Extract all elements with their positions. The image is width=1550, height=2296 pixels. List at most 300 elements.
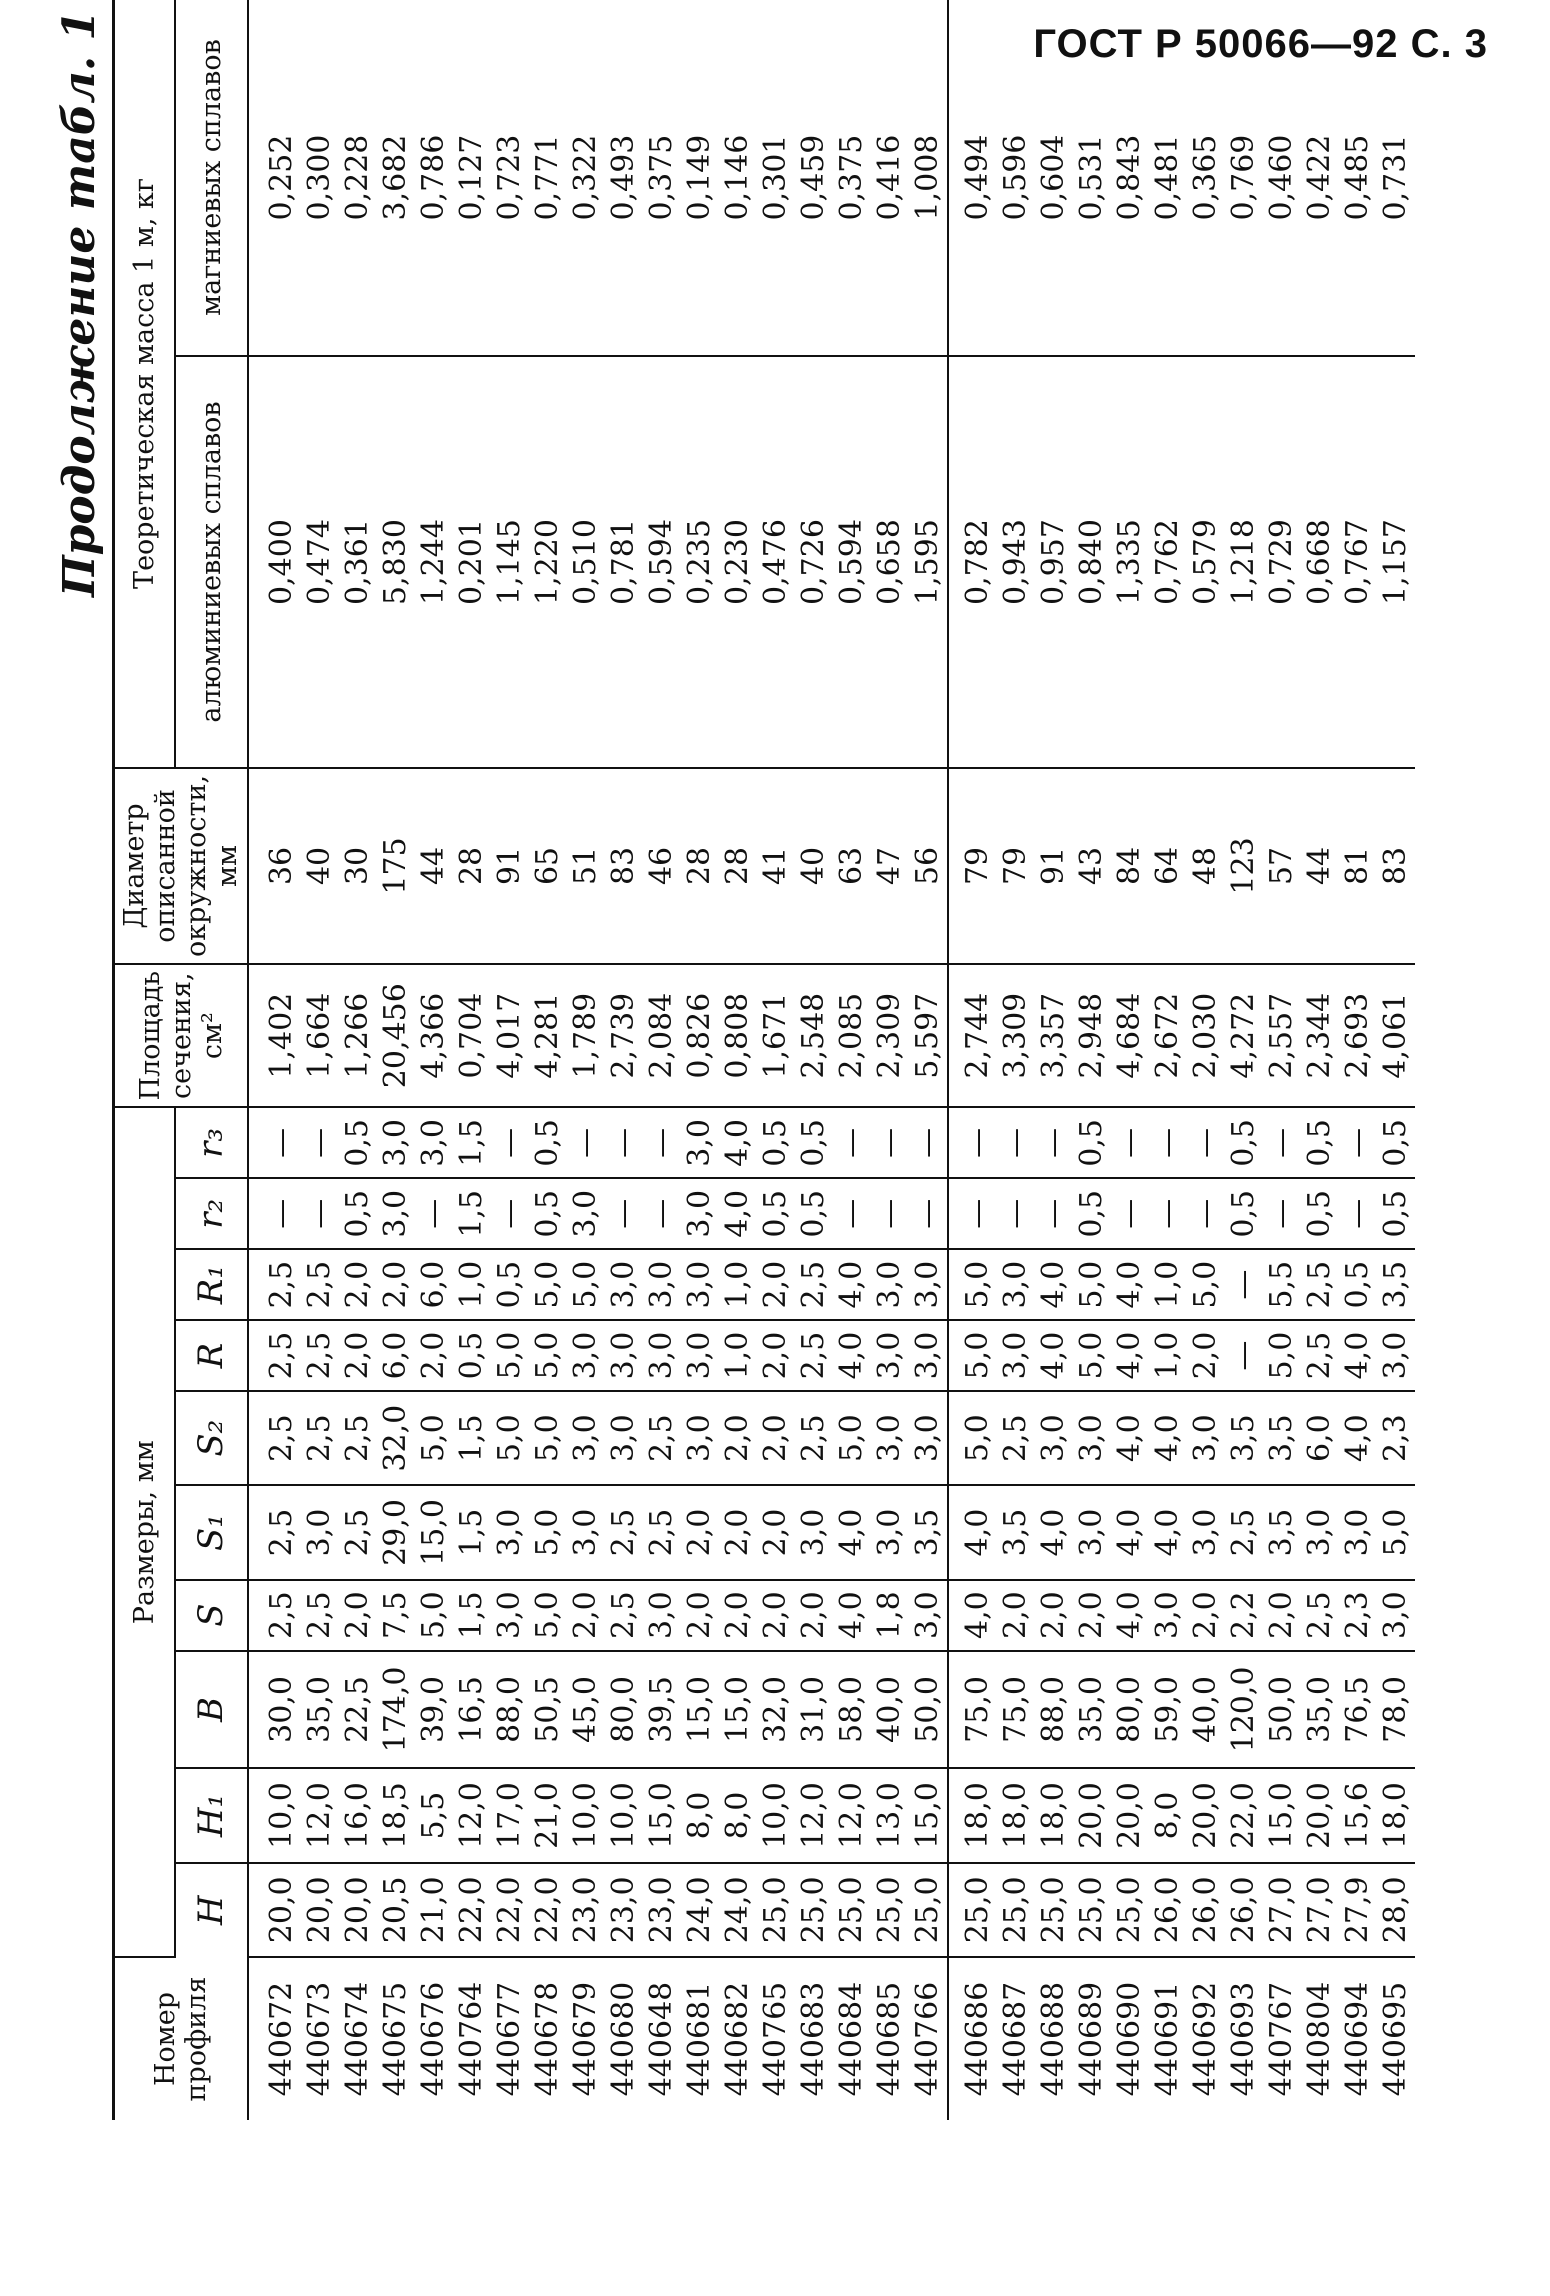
cell-R1: 1,0 [719, 1249, 757, 1320]
cell-B: 59,0 [1149, 1651, 1187, 1769]
cell-R1: 2,5 [301, 1249, 339, 1320]
cell-mass-mg: 0,771 [529, 0, 567, 356]
cell-S2: 2,5 [301, 1391, 339, 1485]
cell-r2: 3,0 [377, 1178, 415, 1249]
col-group-sizes: Размеры, мм [114, 1107, 176, 1957]
cell-S2: 3,0 [1035, 1391, 1073, 1485]
cell-R: 3,0 [643, 1320, 681, 1391]
cell-diameter: 63 [833, 768, 871, 964]
cell-profile: 440676 [416, 1981, 452, 2097]
cell-mass-al: 1,218 [1225, 356, 1263, 768]
cell-S1: 2,5 [643, 1485, 681, 1579]
cell-R1: 1,0 [1149, 1249, 1187, 1320]
cell-S2: 5,0 [491, 1391, 529, 1485]
cell-S: 3,0 [909, 1580, 948, 1651]
cell-R1: 5,0 [529, 1249, 567, 1320]
cell-H: 26,0 [1149, 1863, 1187, 1957]
cell-r3: 3,0 [681, 1107, 719, 1178]
cell-R: 2,5 [795, 1320, 833, 1391]
cell-S1: 4,0 [948, 1485, 997, 1579]
cell-R: 3,0 [871, 1320, 909, 1391]
cell-S: 2,5 [248, 1580, 301, 1651]
cell-r3: — [301, 1107, 339, 1178]
cell-S1: 2,0 [681, 1485, 719, 1579]
cell-diameter: 123 [1225, 768, 1263, 964]
cell-r2: 4,0 [719, 1178, 757, 1249]
cell-H1: 13,0 [871, 1768, 909, 1862]
cell-diameter: 28 [453, 768, 491, 964]
cell-H1: 18,0 [997, 1768, 1035, 1862]
cell-area: 1,671 [757, 964, 795, 1107]
cell-S1: 3,0 [1073, 1485, 1111, 1579]
cell-B: 120,0 [1225, 1651, 1263, 1769]
cell-S1: 3,0 [1339, 1485, 1377, 1579]
cell-profile: 440687 [998, 1981, 1034, 2097]
cell-mass-mg: 0,149 [681, 0, 719, 356]
cell-S2: 5,0 [948, 1391, 997, 1485]
cell-H1: 12,0 [795, 1768, 833, 1862]
cell-H1: 18,5 [377, 1768, 415, 1862]
cell-profile: 440804 [1302, 1981, 1338, 2097]
table-caption: Продолжение табл. 1 [54, 10, 105, 597]
cell-S: 2,0 [719, 1580, 757, 1651]
cell-H: 22,0 [491, 1863, 529, 1957]
cell-B: 88,0 [491, 1651, 529, 1769]
cell-area: 0,826 [681, 964, 719, 1107]
cell-S1: 4,0 [1111, 1485, 1149, 1579]
cell-S: 2,0 [997, 1580, 1035, 1651]
cell-r3: 0,5 [757, 1107, 795, 1178]
cell-H1: 15,0 [643, 1768, 681, 1862]
cell-diameter: 44 [415, 768, 453, 964]
cell-r2: 0,5 [1377, 1178, 1415, 1249]
table-row [795, 0, 833, 2120]
cell-r3: — [1035, 1107, 1073, 1178]
cell-R: 1,0 [1149, 1320, 1187, 1391]
table-row [453, 0, 491, 2120]
profiles-table [112, 0, 1415, 2120]
cell-mass-al: 5,830 [377, 356, 415, 768]
cell-mass-al: 0,762 [1149, 356, 1187, 768]
cell-H: 25,0 [1035, 1863, 1073, 1957]
cell-H1: 21,0 [529, 1768, 567, 1862]
cell-diameter: 79 [948, 768, 997, 964]
cell-R: 3,0 [997, 1320, 1035, 1391]
cell-B: 22,5 [339, 1651, 377, 1769]
cell-mass-al: 0,840 [1073, 356, 1111, 768]
col-group-mass: Теоретическая масса 1 м, кг [114, 0, 176, 768]
cell-mass-al: 0,943 [997, 356, 1035, 768]
cell-area: 2,744 [948, 964, 997, 1107]
cell-H1: 10,0 [605, 1768, 643, 1862]
table-row [415, 0, 453, 2120]
cell-diameter: 64 [1149, 768, 1187, 964]
cell-mass-al: 0,230 [719, 356, 757, 768]
cell-diameter: 46 [643, 768, 681, 964]
cell-H1: 10,0 [757, 1768, 795, 1862]
cell-B: 39,0 [415, 1651, 453, 1769]
cell-H1: 8,0 [719, 1768, 757, 1862]
table-row [1377, 0, 1415, 2120]
cell-B: 75,0 [948, 1651, 997, 1769]
table-row [491, 0, 529, 2120]
cell-B: 50,5 [529, 1651, 567, 1769]
cell-R: 5,0 [491, 1320, 529, 1391]
cell-H1: 18,0 [1377, 1768, 1415, 1862]
cell-H: 25,0 [795, 1863, 833, 1957]
cell-area: 4,061 [1377, 964, 1415, 1107]
cell-r3: — [1149, 1107, 1187, 1178]
cell-R1: 3,0 [681, 1249, 719, 1320]
cell-profile: 440765 [758, 1981, 794, 2097]
cell-S1: 3,0 [871, 1485, 909, 1579]
cell-mass-al: 0,201 [453, 356, 491, 768]
cell-R1: 0,5 [1339, 1249, 1377, 1320]
cell-S: 2,0 [339, 1580, 377, 1651]
cell-H: 27,9 [1339, 1863, 1377, 1957]
cell-B: 35,0 [301, 1651, 339, 1769]
cell-mass-al: 1,335 [1111, 356, 1149, 768]
cell-mass-mg: 0,604 [1035, 0, 1073, 356]
table-row [948, 0, 997, 2120]
cell-diameter: 57 [1263, 768, 1301, 964]
cell-S2: 3,0 [605, 1391, 643, 1485]
cell-S2: 4,0 [1339, 1391, 1377, 1485]
cell-R1: 5,5 [1263, 1249, 1301, 1320]
cell-area: 2,085 [833, 964, 871, 1107]
cell-diameter: 91 [1035, 768, 1073, 964]
cell-R: 3,0 [1377, 1320, 1415, 1391]
cell-R: 3,0 [681, 1320, 719, 1391]
cell-R1: 5,0 [948, 1249, 997, 1320]
cell-R: 5,0 [529, 1320, 567, 1391]
cell-mass-al: 0,474 [301, 356, 339, 768]
cell-r2: 0,5 [529, 1178, 567, 1249]
cell-profile: 440675 [378, 1981, 414, 2097]
cell-r2: — [1187, 1178, 1225, 1249]
cell-S2: 5,0 [833, 1391, 871, 1485]
cell-H: 25,0 [1111, 1863, 1149, 1957]
cell-r3: — [567, 1107, 605, 1178]
cell-S: 2,0 [681, 1580, 719, 1651]
cell-mass-al: 0,594 [643, 356, 681, 768]
cell-B: 80,0 [1111, 1651, 1149, 1769]
cell-mass-al: 0,579 [1187, 356, 1225, 768]
table-row [377, 0, 415, 2120]
cell-r3: 4,0 [719, 1107, 757, 1178]
cell-r2: — [871, 1178, 909, 1249]
cell-profile: 440674 [340, 1981, 376, 2097]
cell-S: 4,0 [948, 1580, 997, 1651]
col-B: B [175, 1651, 248, 1769]
cell-S: 1,8 [871, 1580, 909, 1651]
cell-area: 2,548 [795, 964, 833, 1107]
cell-R1: 2,5 [248, 1249, 301, 1320]
cell-r3: 0,5 [1073, 1107, 1111, 1178]
cell-mass-al: 1,157 [1377, 356, 1415, 768]
cell-r3: 0,5 [1225, 1107, 1263, 1178]
cell-H: 25,0 [833, 1863, 871, 1957]
cell-S2: 3,5 [1263, 1391, 1301, 1485]
cell-mass-al: 0,726 [795, 356, 833, 768]
cell-r2: 0,5 [1225, 1178, 1263, 1249]
cell-H1: 10,0 [248, 1768, 301, 1862]
table-row [529, 0, 567, 2120]
cell-R1: 3,0 [997, 1249, 1035, 1320]
cell-r2: 0,5 [757, 1178, 795, 1249]
cell-H: 25,0 [909, 1863, 948, 1957]
cell-profile: 440681 [682, 1981, 718, 2097]
cell-mass-al: 0,782 [948, 356, 997, 768]
cell-mass-al: 0,729 [1263, 356, 1301, 768]
cell-H1: 18,0 [948, 1768, 997, 1862]
cell-R1: 0,5 [491, 1249, 529, 1320]
cell-R: 1,0 [719, 1320, 757, 1391]
cell-R1: 2,5 [1301, 1249, 1339, 1320]
cell-H1: 12,0 [453, 1768, 491, 1862]
cell-B: 31,0 [795, 1651, 833, 1769]
cell-r2: 1,5 [453, 1178, 491, 1249]
cell-H1: 20,0 [1187, 1768, 1225, 1862]
cell-H: 23,0 [643, 1863, 681, 1957]
cell-mass-mg: 0,459 [795, 0, 833, 356]
cell-S2: 5,0 [529, 1391, 567, 1485]
cell-S1: 5,0 [1377, 1485, 1415, 1579]
cell-S1: 3,5 [1263, 1485, 1301, 1579]
cell-mass-mg: 0,596 [997, 0, 1035, 356]
cell-S1: 3,0 [491, 1485, 529, 1579]
cell-r2: — [1111, 1178, 1149, 1249]
cell-B: 40,0 [1187, 1651, 1225, 1769]
col-S1: S₁ [175, 1485, 248, 1579]
cell-B: 15,0 [681, 1651, 719, 1769]
cell-mass-mg: 0,416 [871, 0, 909, 356]
cell-profile: 440766 [910, 1981, 946, 2097]
cell-H1: 10,0 [567, 1768, 605, 1862]
cell-diameter: 28 [719, 768, 757, 964]
cell-area: 4,366 [415, 964, 453, 1107]
cell-mass-mg: 1,008 [909, 0, 948, 356]
cell-R1: 3,5 [1377, 1249, 1415, 1320]
cell-H1: 20,0 [1073, 1768, 1111, 1862]
cell-R1: 2,0 [757, 1249, 795, 1320]
cell-R1: 5,0 [1073, 1249, 1111, 1320]
cell-diameter: 40 [301, 768, 339, 964]
cell-r2: — [948, 1178, 997, 1249]
cell-mass-mg: 0,300 [301, 0, 339, 356]
cell-diameter: 30 [339, 768, 377, 964]
cell-S1: 2,0 [757, 1485, 795, 1579]
cell-diameter: 79 [997, 768, 1035, 964]
cell-r2: — [605, 1178, 643, 1249]
cell-r2: — [491, 1178, 529, 1249]
cell-r2: — [997, 1178, 1035, 1249]
cell-R1: — [1225, 1249, 1263, 1320]
cell-mass-mg: 0,127 [453, 0, 491, 356]
cell-R: 4,0 [1035, 1320, 1073, 1391]
cell-r2: — [248, 1178, 301, 1249]
cell-S: 2,0 [795, 1580, 833, 1651]
cell-R: 5,0 [1073, 1320, 1111, 1391]
cell-S: 4,0 [833, 1580, 871, 1651]
cell-area: 1,266 [339, 964, 377, 1107]
cell-r3: 3,0 [377, 1107, 415, 1178]
cell-H: 25,0 [948, 1863, 997, 1957]
cell-mass-al: 1,244 [415, 356, 453, 768]
cell-diameter: 81 [1339, 768, 1377, 964]
cell-profile: 440677 [492, 1981, 528, 2097]
cell-area: 2,672 [1149, 964, 1187, 1107]
cell-mass-al: 0,658 [871, 356, 909, 768]
cell-diameter: 43 [1073, 768, 1111, 964]
cell-S: 2,0 [1073, 1580, 1111, 1651]
cell-r2: 0,5 [339, 1178, 377, 1249]
cell-r2: — [1149, 1178, 1187, 1249]
cell-area: 2,030 [1187, 964, 1225, 1107]
cell-R: 5,0 [948, 1320, 997, 1391]
cell-S1: 2,5 [1225, 1485, 1263, 1579]
cell-area: 4,684 [1111, 964, 1149, 1107]
cell-diameter: 65 [529, 768, 567, 964]
cell-S: 2,5 [605, 1580, 643, 1651]
cell-diameter: 51 [567, 768, 605, 964]
cell-mass-mg: 0,146 [719, 0, 757, 356]
cell-r2: 3,0 [681, 1178, 719, 1249]
cell-S2: 32,0 [377, 1391, 415, 1485]
cell-area: 2,557 [1263, 964, 1301, 1107]
cell-r2: — [1263, 1178, 1301, 1249]
cell-area: 1,664 [301, 964, 339, 1107]
cell-profile: 440683 [796, 1981, 832, 2097]
cell-S2: 2,5 [339, 1391, 377, 1485]
cell-area: 2,693 [1339, 964, 1377, 1107]
cell-diameter: 56 [909, 768, 948, 964]
cell-S1: 3,5 [909, 1485, 948, 1579]
cell-H: 22,0 [529, 1863, 567, 1957]
cell-B: 30,0 [248, 1651, 301, 1769]
col-H: H [175, 1863, 248, 1957]
cell-H: 20,0 [301, 1863, 339, 1957]
cell-diameter: 44 [1301, 768, 1339, 964]
cell-B: 76,5 [1339, 1651, 1377, 1769]
cell-diameter: 83 [605, 768, 643, 964]
cell-mass-mg: 0,485 [1339, 0, 1377, 356]
cell-R: 6,0 [377, 1320, 415, 1391]
table-row [1301, 0, 1339, 2120]
cell-B: 58,0 [833, 1651, 871, 1769]
cell-profile: 440689 [1074, 1981, 1110, 2097]
cell-r2: 0,5 [795, 1178, 833, 1249]
col-R1: R₁ [175, 1249, 248, 1320]
cell-S: 3,0 [1377, 1580, 1415, 1651]
table-row [605, 0, 643, 2120]
cell-R: 2,0 [1187, 1320, 1225, 1391]
cell-R: 3,0 [605, 1320, 643, 1391]
cell-mass-mg: 0,494 [948, 0, 997, 356]
cell-R1: 3,0 [871, 1249, 909, 1320]
cell-r2: — [909, 1178, 948, 1249]
cell-mass-mg: 0,723 [491, 0, 529, 356]
table-row [1149, 0, 1187, 2120]
cell-S1: 2,5 [339, 1485, 377, 1579]
cell-mass-mg: 0,493 [605, 0, 643, 356]
cell-S2: 2,0 [757, 1391, 795, 1485]
cell-mass-mg: 3,682 [377, 0, 415, 356]
table-row [909, 0, 948, 2120]
table-row [339, 0, 377, 2120]
cell-S1: 3,0 [1187, 1485, 1225, 1579]
cell-mass-al: 1,220 [529, 356, 567, 768]
cell-S: 1,5 [453, 1580, 491, 1651]
cell-diameter: 47 [871, 768, 909, 964]
cell-mass-mg: 0,375 [833, 0, 871, 356]
cell-mass-mg: 0,365 [1187, 0, 1225, 356]
cell-S2: 1,5 [453, 1391, 491, 1485]
cell-S1: 15,0 [415, 1485, 453, 1579]
cell-H1: 15,0 [1263, 1768, 1301, 1862]
cell-S1: 5,0 [529, 1485, 567, 1579]
cell-S1: 2,5 [605, 1485, 643, 1579]
cell-mass-al: 1,595 [909, 356, 948, 768]
cell-S1: 29,0 [377, 1485, 415, 1579]
cell-r2: — [1339, 1178, 1377, 1249]
table-body [248, 0, 1415, 2120]
cell-r3: 0,5 [1377, 1107, 1415, 1178]
cell-B: 80,0 [605, 1651, 643, 1769]
cell-r2: — [643, 1178, 681, 1249]
cell-R: 2,0 [757, 1320, 795, 1391]
cell-profile: 440648 [644, 1981, 680, 2097]
cell-profile: 440682 [720, 1981, 756, 2097]
cell-S: 2,2 [1225, 1580, 1263, 1651]
cell-diameter: 41 [757, 768, 795, 964]
cell-R: 3,0 [909, 1320, 948, 1391]
cell-area: 1,789 [567, 964, 605, 1107]
cell-R1: 4,0 [833, 1249, 871, 1320]
col-mass-al: алюминиевых сплавов [175, 356, 248, 768]
cell-S2: 2,3 [1377, 1391, 1415, 1485]
cell-S2: 3,0 [871, 1391, 909, 1485]
table-row [681, 0, 719, 2120]
cell-S: 2,3 [1339, 1580, 1377, 1651]
table-row [757, 0, 795, 2120]
cell-r3: — [491, 1107, 529, 1178]
cell-area: 20,456 [377, 964, 415, 1107]
cell-r3: 0,5 [1301, 1107, 1339, 1178]
table-row [1187, 0, 1225, 2120]
cell-S2: 2,5 [795, 1391, 833, 1485]
cell-H1: 5,5 [415, 1768, 453, 1862]
cell-r3: 0,5 [529, 1107, 567, 1178]
cell-S: 2,0 [1263, 1580, 1301, 1651]
cell-S: 2,0 [757, 1580, 795, 1651]
cell-mass-mg: 0,228 [339, 0, 377, 356]
cell-H1: 22,0 [1225, 1768, 1263, 1862]
col-mass-mg: магниевых сплавов [175, 0, 248, 356]
cell-r2: — [415, 1178, 453, 1249]
table-row [1339, 0, 1377, 2120]
cell-diameter: 91 [491, 768, 529, 964]
cell-profile: 440672 [264, 1981, 300, 2097]
cell-mass-mg: 0,531 [1073, 0, 1111, 356]
cell-r3: — [948, 1107, 997, 1178]
cell-S1: 4,0 [1035, 1485, 1073, 1579]
cell-profile: 440686 [948, 1957, 997, 2120]
cell-H: 24,0 [681, 1863, 719, 1957]
table-row [871, 0, 909, 2120]
cell-H: 20,0 [339, 1863, 377, 1957]
cell-r3: — [1263, 1107, 1301, 1178]
